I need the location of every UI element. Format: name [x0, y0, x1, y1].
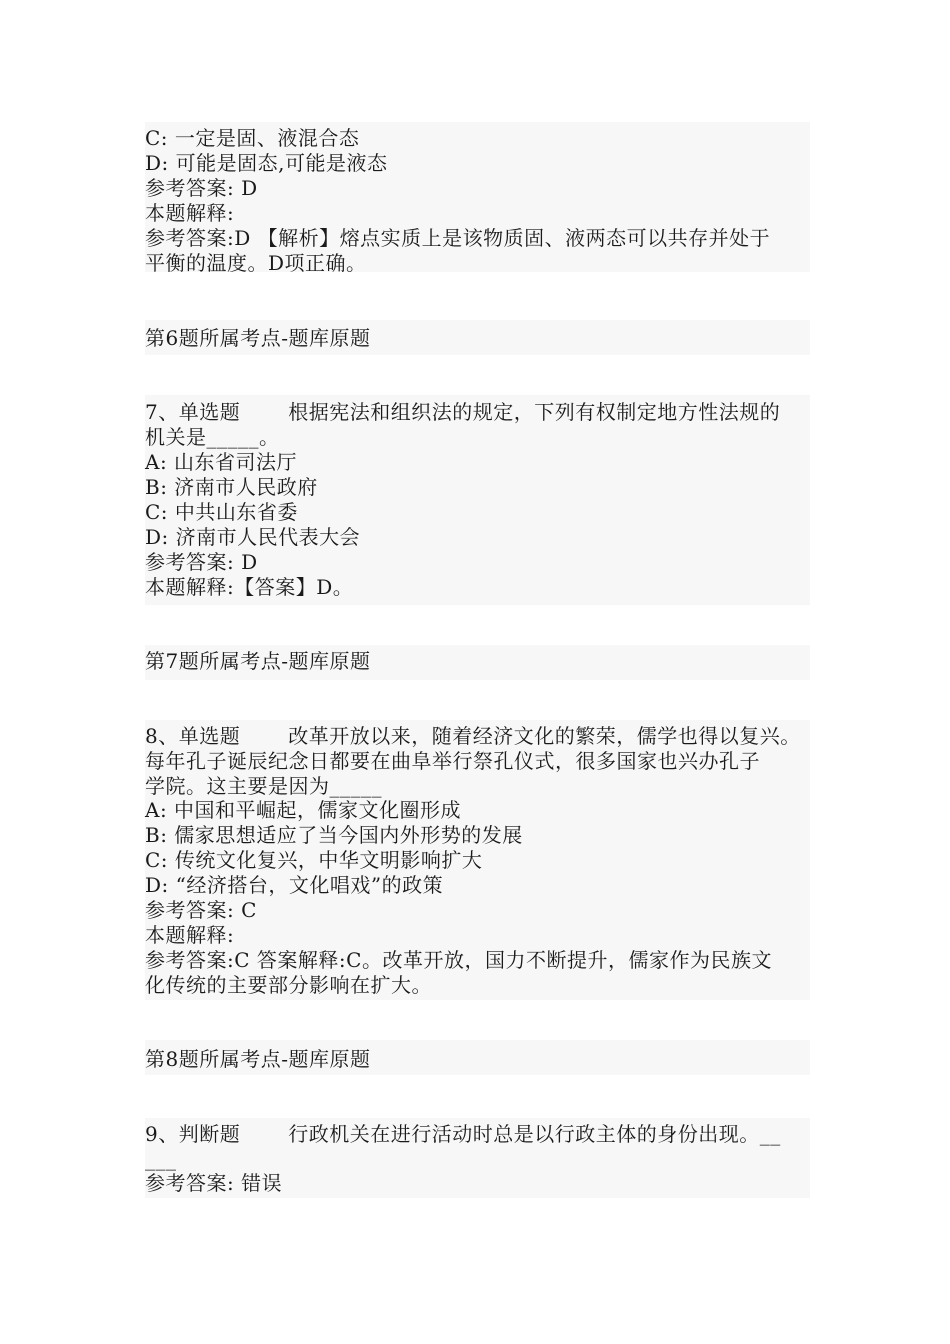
question-stem: 学院。这主要是因为_____	[145, 774, 382, 798]
question-stem: 9、判断题 行政机关在进行活动时总是以行政主体的身份出现。__	[145, 1122, 781, 1146]
option-d: D: 可能是固态,可能是液态	[145, 151, 388, 175]
option-d: D: 济南市人民代表大会	[145, 525, 361, 549]
question-stem: 每年孔子诞辰纪念日都要在曲阜举行祭孔仪式，很多国家也兴办孔子	[145, 749, 760, 773]
explanation-heading: 本题解释:	[145, 201, 235, 225]
option-a: A: 山东省司法厅	[145, 450, 298, 474]
explanation-text: 化传统的主要部分影响在扩大。	[145, 973, 432, 997]
explanation-text: 参考答案:C 答案解释:C。改革开放，国力不断提升，儒家作为民族文	[145, 948, 772, 972]
reference-answer: 参考答案: D	[145, 176, 258, 200]
question-stem: 机关是_____。	[145, 425, 280, 449]
question-stem: 7、单选题 根据宪法和组织法的规定，下列有权制定地方性法规的	[145, 400, 781, 424]
option-d: D: “经济搭台，文化唱戏”的政策	[145, 873, 444, 897]
option-c: C: 一定是固、液混合态	[145, 126, 360, 150]
topic-label: 第7题所属考点-题库原题	[145, 649, 371, 673]
explanation-text: 本题解释:【答案】D。	[145, 575, 354, 599]
option-c: C: 中共山东省委	[145, 500, 298, 524]
explanation-text: 平衡的温度。D项正确。	[145, 251, 367, 275]
reference-answer: 参考答案: 错误	[145, 1171, 283, 1195]
explanation-heading: 本题解释:	[145, 923, 235, 947]
option-b: B: 济南市人民政府	[145, 475, 318, 499]
topic-label: 第6题所属考点-题库原题	[145, 326, 371, 350]
reference-answer: 参考答案: C	[145, 898, 257, 922]
explanation-text: 参考答案:D 【解析】熔点实质上是该物质固、液两态可以共存并处于	[145, 226, 771, 250]
option-c: C: 传统文化复兴，中华文明影响扩大	[145, 848, 483, 872]
question-stem: ___	[145, 1147, 177, 1171]
reference-answer: 参考答案: D	[145, 550, 258, 574]
option-a: A: 中国和平崛起，儒家文化圈形成	[145, 798, 462, 822]
option-b: B: 儒家思想适应了当今国内外形势的发展	[145, 823, 523, 847]
question-stem: 8、单选题 改革开放以来，随着经济文化的繁荣，儒学也得以复兴。	[145, 724, 801, 748]
topic-label: 第8题所属考点-题库原题	[145, 1047, 371, 1071]
